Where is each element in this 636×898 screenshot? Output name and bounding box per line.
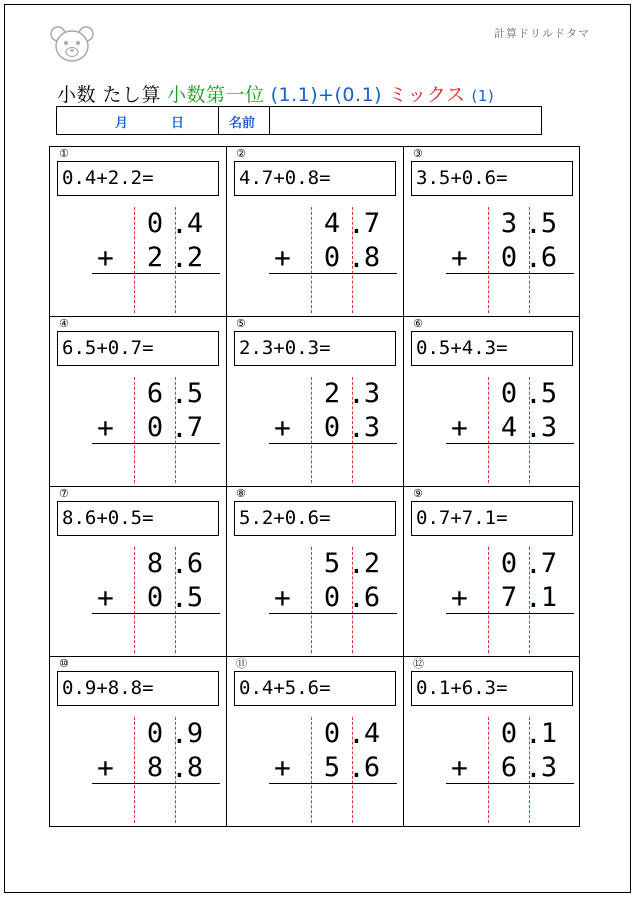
problem-cell xyxy=(227,147,404,317)
top-dec-digit: 7 xyxy=(363,208,381,239)
bottom-dec-digit: 8 xyxy=(186,752,204,783)
top-int-digit: 0 xyxy=(323,718,341,749)
top-dec-digit: 4 xyxy=(363,718,381,749)
problem-number: ⑨ xyxy=(413,487,423,500)
problem-cell xyxy=(50,317,227,487)
bottom-decimal-point: . xyxy=(525,751,542,784)
plus-sign: + xyxy=(451,581,468,614)
bottom-int-digit: 0 xyxy=(500,242,518,273)
name-label: 名前 xyxy=(229,116,256,131)
bottom-decimal-point: . xyxy=(525,241,542,274)
problem-expression: 2.3+0.3= xyxy=(234,331,396,366)
bottom-decimal-point: . xyxy=(348,241,365,274)
top-dec-digit: 6 xyxy=(186,548,204,579)
answer-area[interactable] xyxy=(446,615,574,651)
title-part-1: 小数 たし算 xyxy=(57,84,162,106)
answer-area[interactable] xyxy=(446,275,574,311)
problem-cell xyxy=(227,487,404,657)
top-decimal-point: . xyxy=(525,717,542,750)
top-dec-digit: 7 xyxy=(540,548,558,579)
bottom-dec-digit: 3 xyxy=(540,412,558,443)
bottom-dec-digit: 5 xyxy=(186,582,204,613)
top-int-digit: 0 xyxy=(146,208,164,239)
problem-expression: 0.4+2.2= xyxy=(57,161,219,196)
problem-expression: 3.5+0.6= xyxy=(411,161,573,196)
bottom-dec-digit: 6 xyxy=(540,242,558,273)
problem-number: ⑫ xyxy=(413,657,424,670)
bottom-dec-digit: 6 xyxy=(363,752,381,783)
name-label-cell xyxy=(219,107,270,134)
bottom-decimal-point: . xyxy=(348,581,365,614)
title-part-2: 小数第一位 xyxy=(167,84,265,106)
problem-expression: 0.9+8.8= xyxy=(57,671,219,706)
problem-expression: 8.6+0.5= xyxy=(57,501,219,536)
bottom-decimal-point: . xyxy=(525,581,542,614)
bottom-int-digit: 2 xyxy=(146,242,164,273)
bottom-int-digit: 0 xyxy=(146,582,164,613)
bottom-dec-digit: 3 xyxy=(363,412,381,443)
top-int-digit: 0 xyxy=(500,548,518,579)
brand-name: 計算ドリルドタマ xyxy=(494,27,590,40)
problem-number: ⑪ xyxy=(236,657,247,670)
problem-grid xyxy=(49,146,580,827)
day-label: 日 xyxy=(171,116,185,131)
problem-number: ③ xyxy=(413,147,423,160)
top-decimal-point: . xyxy=(348,207,365,240)
bottom-decimal-point: . xyxy=(525,411,542,444)
problem-cell xyxy=(227,317,404,487)
bottom-dec-digit: 1 xyxy=(540,582,558,613)
bear-logo-icon xyxy=(48,24,96,64)
problem-number: ⑥ xyxy=(413,317,423,330)
date-field[interactable] xyxy=(57,107,219,134)
bottom-int-digit: 4 xyxy=(500,412,518,443)
bottom-dec-digit: 8 xyxy=(363,242,381,273)
problem-number: ⑤ xyxy=(236,317,246,330)
title-part-4: ミックス xyxy=(388,84,466,106)
problem-expression: 0.1+6.3= xyxy=(411,671,573,706)
problem-cell xyxy=(404,487,579,657)
problem-expression: 4.7+0.8= xyxy=(234,161,396,196)
top-dec-digit: 5 xyxy=(186,378,204,409)
bottom-int-digit: 8 xyxy=(146,752,164,783)
plus-sign: + xyxy=(274,241,291,274)
bottom-int-digit: 0 xyxy=(323,582,341,613)
problem-number: ② xyxy=(236,147,246,160)
problem-number: ⑩ xyxy=(59,657,69,670)
top-dec-digit: 9 xyxy=(186,718,204,749)
top-decimal-point: . xyxy=(525,207,542,240)
plus-sign: + xyxy=(274,751,291,784)
problem-cell xyxy=(50,147,227,317)
problem-number: ⑦ xyxy=(59,487,69,500)
top-decimal-point: . xyxy=(348,377,365,410)
plus-sign: + xyxy=(274,581,291,614)
bottom-int-digit: 0 xyxy=(146,412,164,443)
top-dec-digit: 1 xyxy=(540,718,558,749)
problem-number: ① xyxy=(59,147,69,160)
plus-sign: + xyxy=(451,411,468,444)
bottom-decimal-point: . xyxy=(348,751,365,784)
bottom-decimal-point: . xyxy=(171,411,188,444)
title-part-3: (1.1)+(0.1) xyxy=(270,84,383,106)
top-int-digit: 3 xyxy=(500,208,518,239)
plus-sign: + xyxy=(274,411,291,444)
answer-area[interactable] xyxy=(269,785,397,821)
top-int-digit: 5 xyxy=(323,548,341,579)
problem-expression: 0.5+4.3= xyxy=(411,331,573,366)
top-dec-digit: 2 xyxy=(363,548,381,579)
problem-cell xyxy=(404,657,579,826)
problem-cell xyxy=(404,317,579,487)
answer-area[interactable] xyxy=(269,615,397,651)
top-int-digit: 0 xyxy=(146,718,164,749)
top-decimal-point: . xyxy=(171,207,188,240)
problem-cell xyxy=(404,147,579,317)
problem-cell xyxy=(50,657,227,826)
bottom-dec-digit: 2 xyxy=(186,242,204,273)
plus-sign: + xyxy=(451,751,468,784)
problem-number: ⑧ xyxy=(236,487,246,500)
worksheet-title xyxy=(57,80,494,107)
top-decimal-point: . xyxy=(525,377,542,410)
name-field[interactable] xyxy=(270,107,541,134)
problem-expression: 6.5+0.7= xyxy=(57,331,219,366)
bottom-dec-digit: 3 xyxy=(540,752,558,783)
plus-sign: + xyxy=(451,241,468,274)
top-decimal-point: . xyxy=(171,377,188,410)
problem-number: ④ xyxy=(59,317,69,330)
answer-area[interactable] xyxy=(92,785,220,821)
bottom-int-digit: 6 xyxy=(500,752,518,783)
top-dec-digit: 3 xyxy=(363,378,381,409)
top-int-digit: 0 xyxy=(500,718,518,749)
plus-sign: + xyxy=(97,411,114,444)
problem-expression: 5.2+0.6= xyxy=(234,501,396,536)
top-decimal-point: . xyxy=(171,547,188,580)
name-date-box xyxy=(56,106,542,135)
plus-sign: + xyxy=(97,751,114,784)
title-part-5: (1) xyxy=(471,87,495,105)
problem-expression: 0.7+7.1= xyxy=(411,501,573,536)
top-int-digit: 4 xyxy=(323,208,341,239)
answer-area[interactable] xyxy=(446,445,574,481)
top-decimal-point: . xyxy=(348,547,365,580)
top-dec-digit: 5 xyxy=(540,208,558,239)
bottom-decimal-point: . xyxy=(171,581,188,614)
bottom-decimal-point: . xyxy=(348,411,365,444)
bottom-int-digit: 5 xyxy=(323,752,341,783)
top-decimal-point: . xyxy=(348,717,365,750)
bottom-int-digit: 7 xyxy=(500,582,518,613)
top-int-digit: 0 xyxy=(500,378,518,409)
bottom-decimal-point: . xyxy=(171,751,188,784)
answer-area[interactable] xyxy=(92,615,220,651)
answer-area[interactable] xyxy=(92,275,220,311)
answer-area[interactable] xyxy=(269,275,397,311)
top-decimal-point: . xyxy=(525,547,542,580)
bottom-int-digit: 0 xyxy=(323,412,341,443)
top-dec-digit: 4 xyxy=(186,208,204,239)
bottom-dec-digit: 6 xyxy=(363,582,381,613)
plus-sign: + xyxy=(97,581,114,614)
answer-area[interactable] xyxy=(269,445,397,481)
top-dec-digit: 5 xyxy=(540,378,558,409)
plus-sign: + xyxy=(97,241,114,274)
top-decimal-point: . xyxy=(171,717,188,750)
answer-area[interactable] xyxy=(446,785,574,821)
top-int-digit: 6 xyxy=(146,378,164,409)
problem-expression: 0.4+5.6= xyxy=(234,671,396,706)
month-label: 月 xyxy=(115,116,129,131)
problem-cell xyxy=(227,657,404,826)
answer-area[interactable] xyxy=(92,445,220,481)
bottom-int-digit: 0 xyxy=(323,242,341,273)
problem-cell xyxy=(50,487,227,657)
bottom-dec-digit: 7 xyxy=(186,412,204,443)
top-int-digit: 2 xyxy=(323,378,341,409)
top-int-digit: 8 xyxy=(146,548,164,579)
bottom-decimal-point: . xyxy=(171,241,188,274)
